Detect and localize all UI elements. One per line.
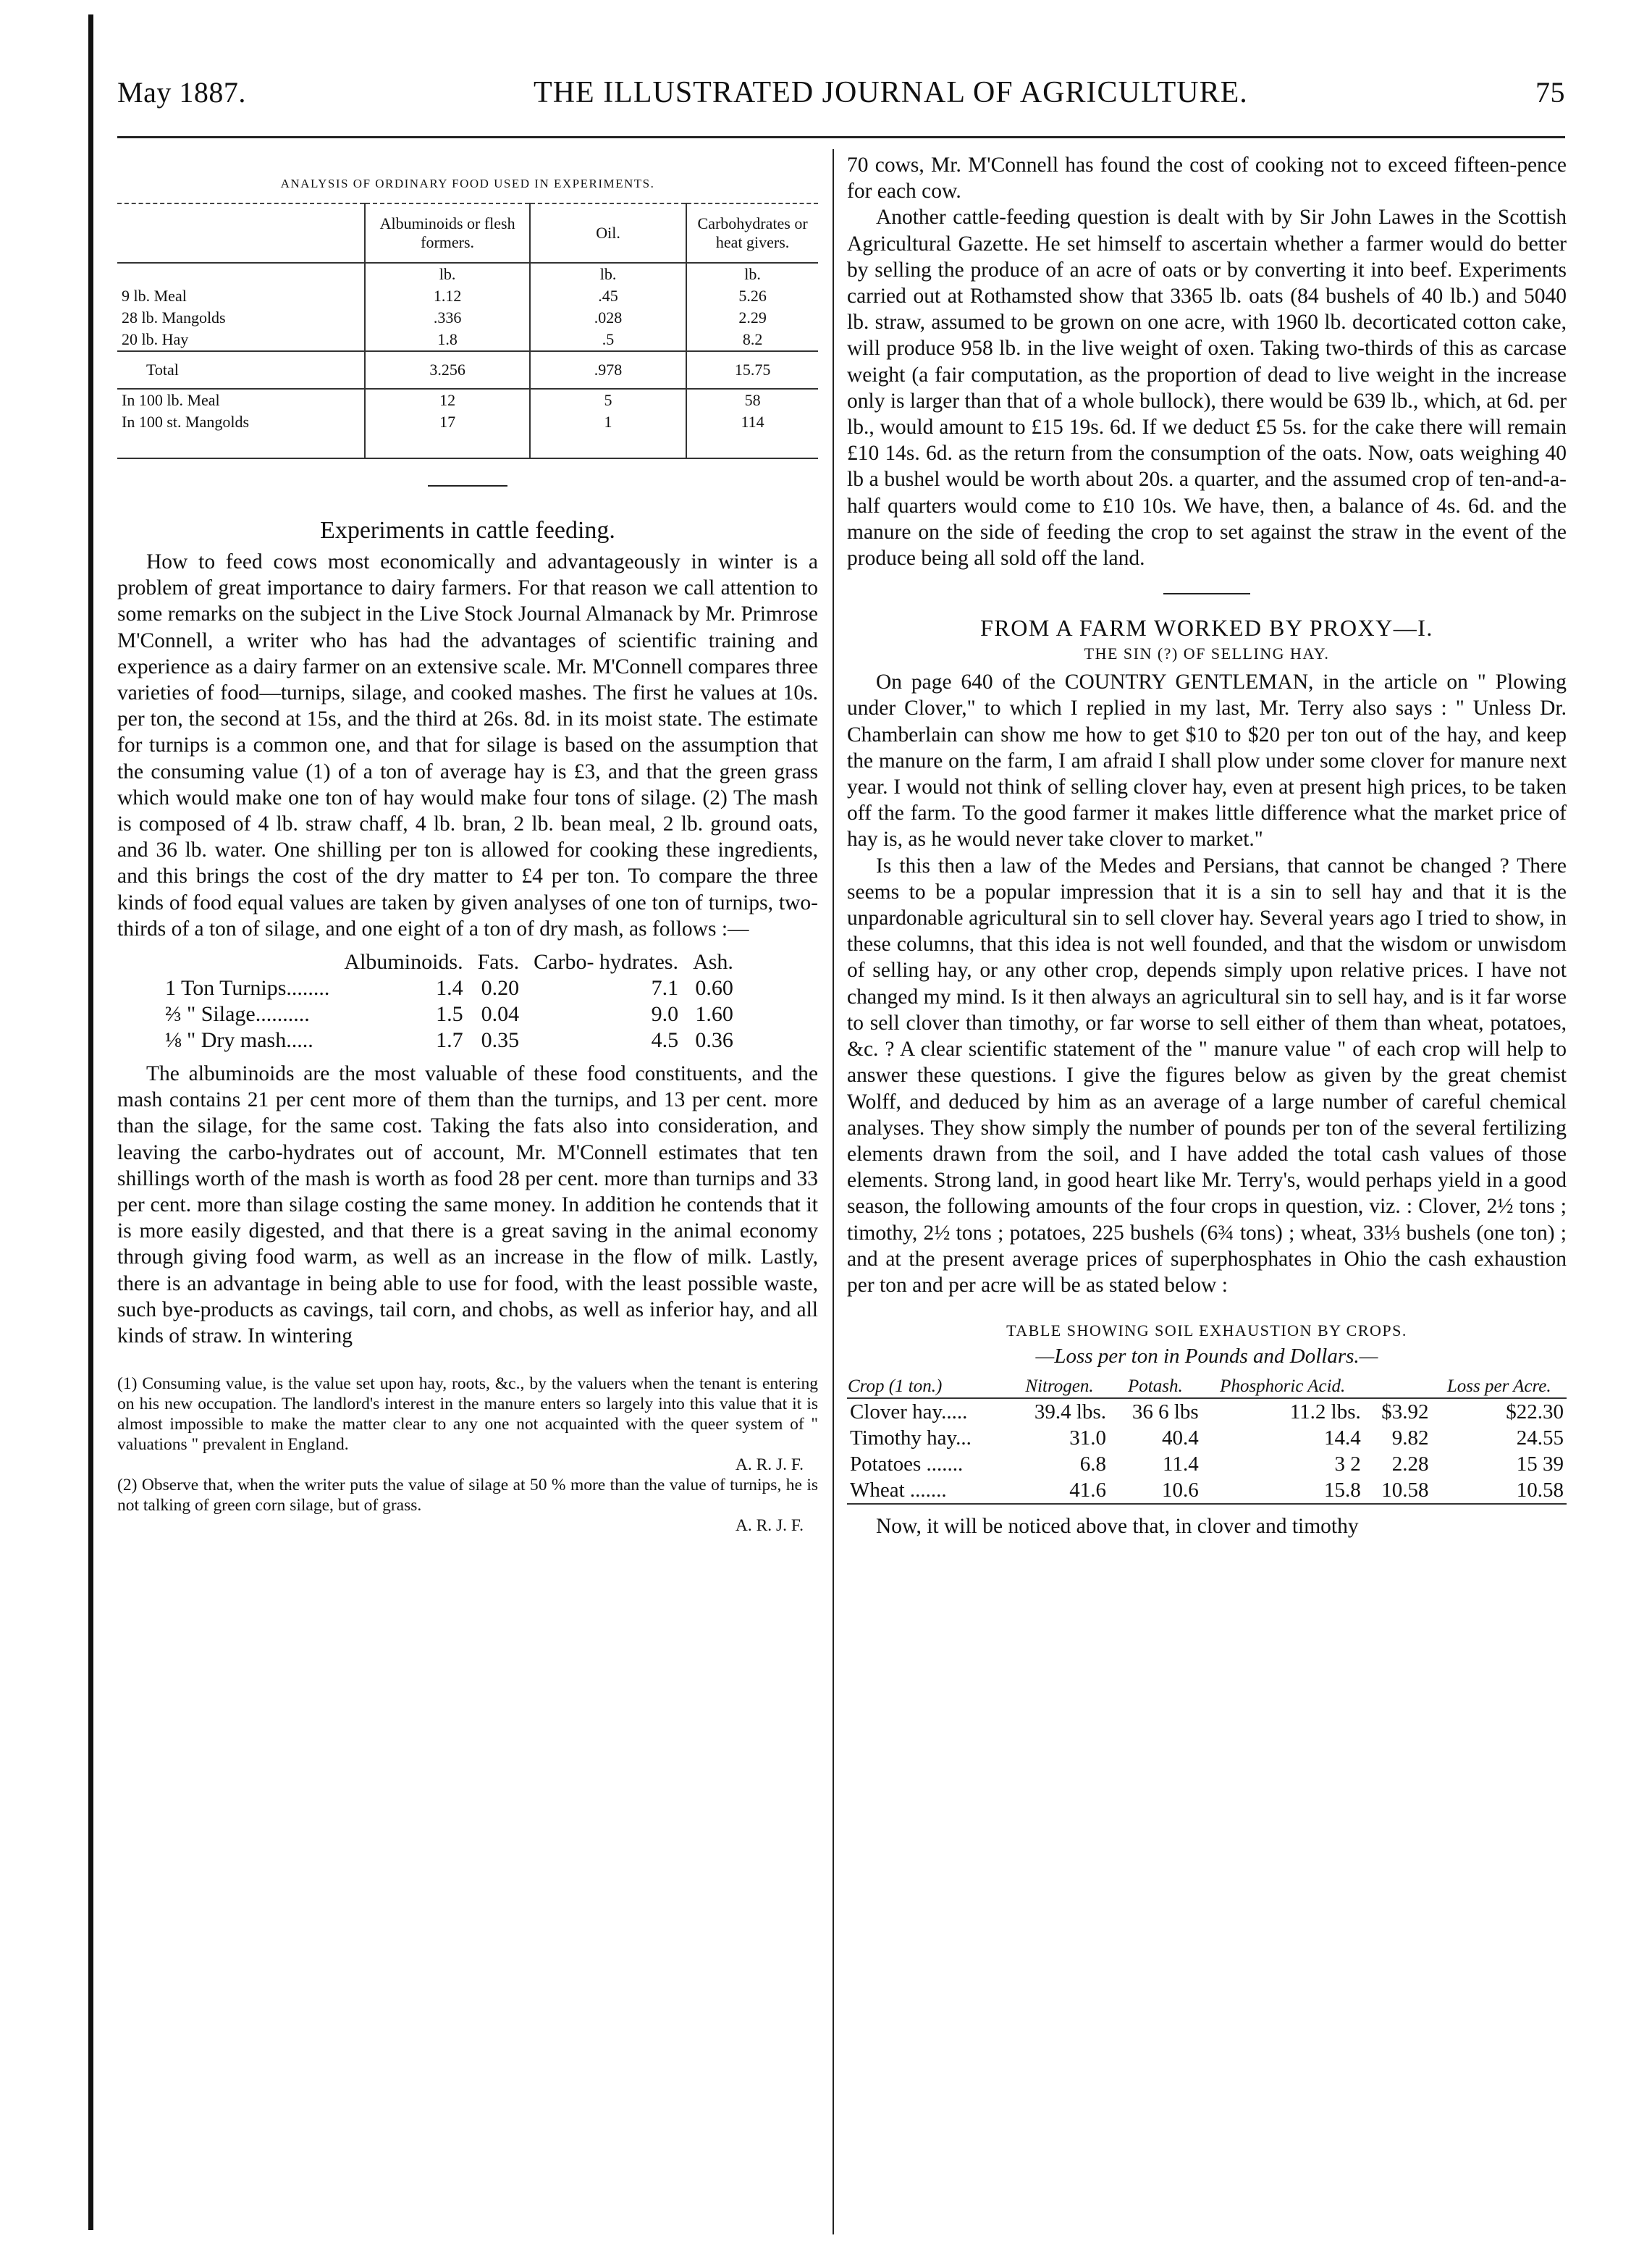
header-rule xyxy=(117,136,1565,138)
body-paragraph: On page 640 of the COUNTRY GENTLEMAN, in the article on " Plowing under Clover," to which I replied in my last, Mr. Terry also says : " Unless Dr. Chamberlain can show me how to get $10 to $20 per ton out of the hay, and keep the manure on the farm, I am afraid I shall plow under some clover for manure next year. I would not think of selling clover hay, even at present high prices, to be taken off the farm. To the good farmer it makes little difference what the market price of hay is, as he would never take clover to market." xyxy=(847,670,1567,851)
table-row xyxy=(158,1027,741,1054)
row-label: 9 lb. Meal xyxy=(117,285,365,307)
journal-title: THE ILLUSTRATED JOURNAL OF AGRICULTURE. xyxy=(534,76,1248,109)
table-row xyxy=(117,285,818,307)
cell: .978 xyxy=(530,351,686,389)
cell: .45 xyxy=(530,285,686,307)
header-cell: Phosphoric Acid. xyxy=(1220,1376,1346,1397)
cell: 15.8 xyxy=(1324,1479,1361,1502)
analysis-units-row xyxy=(117,263,818,285)
table-row xyxy=(847,1425,1567,1451)
cell: .5 xyxy=(530,329,686,351)
cell: 4.5 xyxy=(651,1028,679,1053)
article-heading: FROM A FARM WORKED BY PROXY—I. xyxy=(980,615,1433,642)
cell: 10.58 xyxy=(1381,1479,1429,1502)
cell: 40.4 xyxy=(1161,1426,1199,1450)
cell: .028 xyxy=(530,307,686,329)
section-divider xyxy=(1163,593,1250,594)
cell: 0.35 xyxy=(481,1028,520,1053)
header-cell: Fats. xyxy=(477,950,520,975)
analysis-header-row xyxy=(117,203,818,263)
body-paragraph: The albuminoids are the most valuable of these food constituents, and the mash contains 21 per cent more of them than the turnips, and 13 per cent. more than the silage, for the same cost. Taking the fats also into consideration, and leaving the carbo-hydrates out of account, Mr. M'Connell estimates that ten shillings worth of the mash is worth as food 28 per cent. more than turnips and 33 per cent. more than silage costing the same money. In addition he contends that it is more easily digested, and that there is a great saving in the animal economy through giving food warm, as well as an increase in the flow of milk. Lastly, there is an advantage in being able to use for food, with the least possible waste, such bye-products as cavings, tail corn, and chobs, as well as inferior hay, and all kinds of straw. In wintering xyxy=(117,1062,818,1348)
cell: 0.20 xyxy=(481,976,520,1001)
table-row xyxy=(117,389,818,411)
cell: 8.2 xyxy=(742,330,763,348)
row-label: Wheat ....... xyxy=(850,1479,947,1502)
cell: $22.30 xyxy=(1506,1400,1564,1424)
total-row xyxy=(117,351,818,389)
cell: 1.4 xyxy=(436,976,463,1001)
cell: 14.4 xyxy=(1324,1426,1361,1450)
row-label: 1 Ton Turnips........ xyxy=(165,976,330,1001)
footnote-text: (1) Consuming value, is the value set upon hay, roots, &c., by the valuers when the tenant is entering on his new occupation. The landlord's interest in the manure enters so largely into this value that it is almost impossible to make the matter clear to any one not acquainted with the queer system of " valuations " prevalent in England. xyxy=(117,1374,818,1455)
row-label: 20 lb. Hay xyxy=(117,329,365,351)
header-cell: Loss per Acre. xyxy=(1446,1376,1551,1397)
body-paragraph: Another cattle-feeding question is dealt with by Sir John Lawes in the Scottish Agricultural Gazette. He set himself to ascertain whether a farmer would do better by selling the produce of an acre of oats or by converting it into beef. Experiments carried out at Rothamsted show that 3365 lb. oats (84 bushels of 40 lb.) and 5040 lb. straw, assumed to be grown on one acre, with 1960 lb. decorticated cotton cake, will produce 958 lb. in the live weight of oxen. Taking two-thirds of this as carcase weight (a fair computation, as the proportion of dead to live weight in the increase only is larger than that of a whole bullock), there would be 639 lb., which, at 6d. per lb., would amount to £15 19s. 6d. If we deduct £5 5s. for the cake there will remain £10 14s. 6d. as the return from the consumption of the oats. Now, oats weighing 40 lb a bushel would be worth about 20s. a quarter, and the assumed crop of ten-and-a-half quarters would come to £10 10s. We have, then, a balance of 4s. 6d. and the manure on the side of feeding the crop to set against the straw in the event of the produce being all sold off the land. xyxy=(847,206,1567,571)
row-label: ⅛ " Dry mash..... xyxy=(165,1028,313,1053)
analysis-table-title: ANALYSIS OF ORDINARY FOOD USED IN EXPERIMENTS. xyxy=(280,177,655,190)
table-row xyxy=(847,1451,1567,1477)
row-label: Clover hay..... xyxy=(850,1400,968,1424)
section-divider xyxy=(428,485,507,487)
cell: 6.8 xyxy=(1079,1452,1106,1476)
table-row xyxy=(158,975,741,1001)
soil-table-subtitle: —Loss per ton in Pounds and Dollars.— xyxy=(1035,1345,1378,1368)
cell: 1.7 xyxy=(436,1028,463,1053)
analysis-table xyxy=(117,203,818,459)
table-row xyxy=(117,329,818,351)
row-label: Timothy hay... xyxy=(850,1426,972,1450)
header-cell: Crop (1 ton.) xyxy=(848,1376,943,1397)
cell: 10.58 xyxy=(1516,1479,1564,1502)
header-cell: Ash. xyxy=(693,950,733,975)
cell: 1 xyxy=(530,411,686,458)
row-label: In 100 lb. Meal xyxy=(117,389,365,411)
page-header xyxy=(117,75,1565,119)
cell: 39.4 lbs. xyxy=(1034,1400,1106,1424)
cell: 5.26 xyxy=(738,287,767,305)
header-cell: Carbo- hydrates. xyxy=(534,950,679,975)
cell: 3.256 xyxy=(365,351,530,389)
soil-table-title: TABLE SHOWING SOIL EXHAUSTION BY CROPS. xyxy=(1006,1321,1407,1340)
cell: 2.28 xyxy=(1391,1452,1429,1476)
cell: 0.04 xyxy=(481,1002,520,1027)
cell: 2.29 xyxy=(738,308,767,327)
analysis-col-oil: Oil. xyxy=(530,203,686,263)
cell: 5 xyxy=(530,389,686,411)
cell: .336 xyxy=(365,307,530,329)
body-paragraph: 70 cows, Mr. M'Connell has found the cost of cooking not to exceed fifteen-pence for each cow. xyxy=(847,154,1567,203)
cell: 9.0 xyxy=(651,1002,679,1027)
cell: 15.75 xyxy=(686,351,818,389)
cell: 41.6 xyxy=(1069,1479,1106,1502)
cell: 17 xyxy=(365,411,530,458)
row-label: ⅔ " Silage.......... xyxy=(165,1002,310,1027)
row-label: In 100 st. Mangolds xyxy=(117,411,365,458)
soil-header-row xyxy=(847,1376,1567,1398)
cell: 0.60 xyxy=(695,976,733,1001)
cell: 3 2 xyxy=(1334,1452,1361,1476)
header-cell: Potash. xyxy=(1128,1376,1183,1397)
article-heading: Experiments in cattle feeding. xyxy=(320,517,615,544)
cell: 24.55 xyxy=(1516,1426,1564,1450)
left-column xyxy=(117,152,818,1536)
table-row xyxy=(847,1398,1567,1425)
cell: 15 39 xyxy=(1516,1452,1564,1476)
right-column xyxy=(847,152,1567,1539)
row-label: Potatoes ....... xyxy=(850,1452,964,1476)
body-paragraph: Is this then a law of the Medes and Persians, that cannot be changed ? There seems to be a popular impression that it is a sin to sell hay and that it is the unpardonable agricultural sin to sell clover hay. Several years ago I tried to show, in these columns, that this idea is not well founded, and that the wisdom or unwisdom of selling hay, or any other crop, depends simply upon relative prices. I have not changed my mind. Is it then always an agricultural sin to sell hay, and is it far worse to sell clover than timothy, or far worse to sell either of them than wheat, potatoes, &c. ? A clear scientific statement of the " manure value " of each crop will help to answer these questions. I give the figures below as given by the great chemist Wolff, and deduced by him as an average of a large number of careful chemical analyses. They show simply the number of pounds per ton of the several fertilizing elements drawn from the soil, and I have added the total cash values of those elements. Strong land, in good heart like Mr. Terry's, would perhaps yield in a good season, the following amounts of the four crops in question, viz. : Clover, 2½ tons ; timothy, 2½ tons ; potatoes, 225 bushels (6¾ tons) ; wheat, 33⅓ bushels (one ton) ; and at the present average prices of superphosphates in Ohio the cash exhaustion per ton and per acre will be as stated below : xyxy=(847,854,1567,1297)
soil-exhaustion-table xyxy=(847,1376,1567,1505)
comparison-header-row xyxy=(158,949,741,975)
cell: 11.2 lbs. xyxy=(1289,1400,1361,1424)
table-row xyxy=(117,411,818,458)
header-cell xyxy=(158,949,337,975)
cell: 1.60 xyxy=(695,1002,733,1027)
analysis-col-carbohydrates: Carbohydrates or heat givers. xyxy=(686,203,818,263)
cell: 9.82 xyxy=(1391,1426,1429,1450)
header-cell xyxy=(1364,1376,1432,1398)
row-label: 28 lb. Mangolds xyxy=(117,307,365,329)
analysis-col-albuminoids: Albuminoids or flesh formers. xyxy=(365,203,530,263)
cell: 31.0 xyxy=(1069,1426,1106,1450)
cell: 7.1 xyxy=(651,976,679,1001)
footnote-signature: A. R. J. F. xyxy=(735,1516,804,1536)
footnote xyxy=(117,1374,818,1536)
cell: 1.12 xyxy=(365,285,530,307)
cell: 12 xyxy=(365,389,530,411)
cell: 36 6 lbs xyxy=(1131,1400,1199,1424)
table-row xyxy=(117,307,818,329)
footnote-text: (2) Observe that, when the writer puts the value of silage at 50 % more than the value of turnips, he is not talking of green corn silage, but of grass. xyxy=(117,1476,818,1515)
header-cell: Nitrogen. xyxy=(1025,1376,1094,1397)
unit-cell: lb. xyxy=(530,263,686,285)
cell: 11.4 xyxy=(1163,1452,1199,1476)
cell: 1.5 xyxy=(436,1002,463,1027)
cell: 1.8 xyxy=(365,329,530,351)
cell: $3.92 xyxy=(1381,1400,1429,1424)
table-row xyxy=(158,1001,741,1027)
cell: 58 xyxy=(744,391,761,409)
binding-edge xyxy=(88,14,93,2230)
table-row xyxy=(847,1477,1567,1504)
cell: 10.6 xyxy=(1161,1479,1199,1502)
footnote-signature: A. R. J. F. xyxy=(735,1455,804,1475)
header-cell: Albuminoids. xyxy=(344,950,463,975)
header-date: May 1887. xyxy=(117,76,246,109)
body-paragraph: Now, it will be noticed above that, in clover and timothy xyxy=(876,1515,1359,1539)
row-label: Total xyxy=(117,351,365,389)
body-paragraph: How to feed cows most economically and advantageously in winter is a problem of great importance to dairy farmers. For that reason we call attention to some remarks on the subject in the Live Stock Journal Almanack by Mr. Primrose M'Connell, a writer who has had the advantages of scientific training and experience as a dairy farmer on an extensive scale. Mr. M'Connell compares three varieties of food—turnips, silage, and cooked mashes. The first he values at 10s. per ton, the second at 15s, and the third at 26s. 8d. in its moist state. The estimate for turnips is a common one, and that for silage is based on the assumption that the consuming value (1) of a ton of average hay is £3, and that the green grass which would make one ton of hay would make four tons of silage. (2) The mash is composed of 4 lb. straw chaff, 4 lb. bran, 2 lb. bean meal, 2 lb. ground oats, and 36 lb. water. One shilling per ton is allowed for cooking these ingredients, and this brings the cost of the dry matter to £4 per ton. To compare the three kinds of food equal values are taken by given analyses of one ton of turnips, two-thirds of a ton of silage, and one eight of a ton of dry mash, as follows :— xyxy=(117,550,818,941)
column-divider xyxy=(833,149,834,2234)
unit-cell: lb. xyxy=(744,265,761,283)
cell: 114 xyxy=(686,411,818,458)
article-subheading: THE SIN (?) OF SELLING HAY. xyxy=(1084,644,1330,663)
unit-cell: lb. xyxy=(365,263,530,285)
page-number: 75 xyxy=(1535,76,1565,109)
cell: 0.36 xyxy=(695,1028,733,1053)
comparison-table xyxy=(158,949,741,1054)
